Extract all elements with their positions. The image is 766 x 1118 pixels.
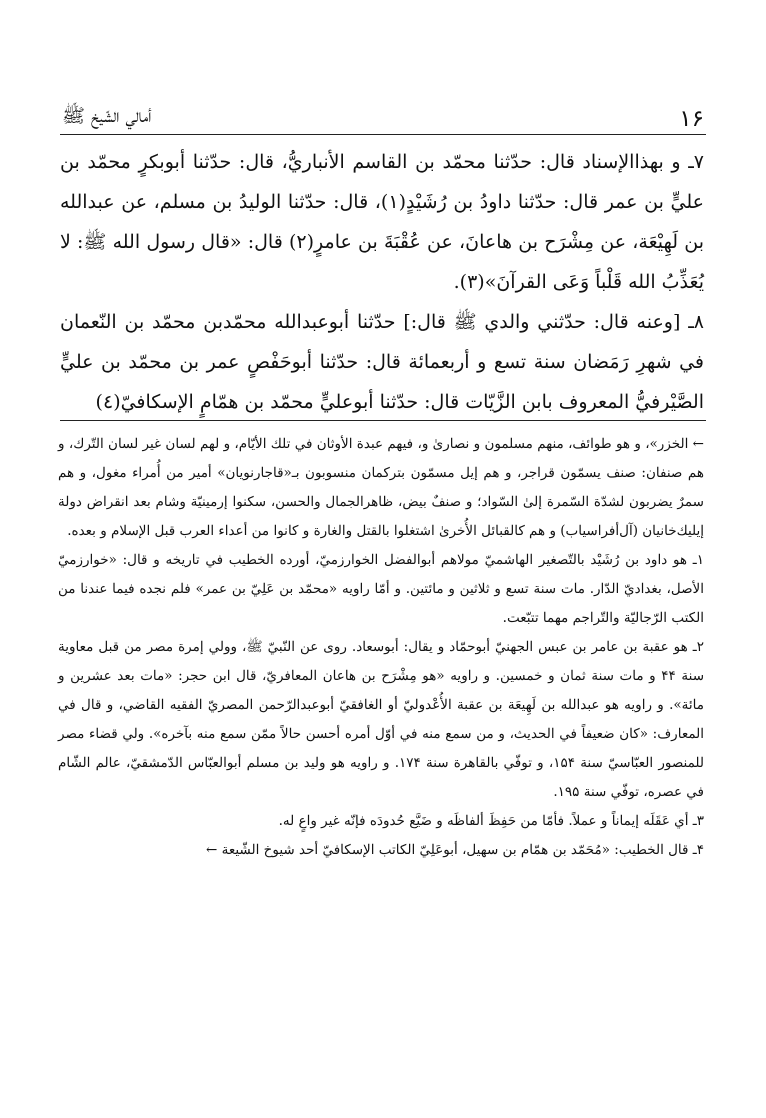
header-rule <box>60 134 706 135</box>
footnote-rule <box>60 420 706 421</box>
footnotes <box>58 430 704 865</box>
main-text <box>60 142 704 422</box>
footnote-1: ١ـ هو داود بن رُشَيْد بالتّصغير الهاشميّ مولاهم أبوالفضل الخوارزميّ، أورده الخطيب في تاريخه و قال: «خوارزميّ الأصل، بغداديّ الدّار. مات سنة تسع و ثلاثين و مائتين. و أمّا راويه «محمّد بن عَلِيّ بن عمر» فلم نجده فيما عندنا من الكتب الرّجاليّة والتّراجم مهما تتبّعت. <box>58 552 704 626</box>
footnote-continuation: ← الخزر»، و هو طوائف، منهم مسلمون و نصارىٰ و، فيهم عبدة الأوثان في تلك الأيّام، و لهم لسان غير لسان التّرك، و هم صنفان: صنف يسمّون قراجر، و هم إيل مسمّون بتركمان منسوبون بـ«قاجارنويان» أمير من أُمراء مغول، و هم سمرٌ يضربون لشدّة السّمرة إلىٰ السّواد؛ و صنفٌ بيض، ظاهرالجمال والحسن، سكنوا إرمينيّة وشام بعد انقراض دولة إيليك‌خانيان (آل‌أفراسياب) و هم كالقبائل الأُخرىٰ اشتغلوا بالقتل والغارة و كانوا من أعداء العرب قبل الإسلام و بعده. <box>58 436 704 539</box>
hadith-8: ٨ـ [وعنه قال: حدّثني والدي ﷺ قال:] حدّثنا أبوعبدالله محمّدبن محمّد بن النّعمان في شهرِ رَمَضان سنة تسع و أربعمائة قال: حدّثنا أبوحَفْصٍ عمر بن محمّد بن عليٍّ الصَّيْرفيُّ المعروف بابن الزَّيّات قال: حدّثنا أبوعليٍّ محمّد بن همّامٍ الإسكافيّ(٤) <box>60 311 704 413</box>
hadith-7: ٧ـ و بهذاالإسناد قال: حدّثنا محمّد بن القاسم الأنباريُّ، قال: حدّثنا أبوبكرٍ محمّد بن عليٍّ بن عمر قال: حدّثنا داودُ بن رُشَيْدٍ(١)، قال: حدّثنا الوليدُ بن مسلم، عن عبدالله بن لَهِيْعَة، عن مِشْرَح بن هاعانَ، عن عُقْبَةَ بن عامرٍ(٢) قال: «قال رسول الله ﷺ: لا يُعَذِّبُ الله قَلْباً وَعَى القرآنَ»(٣). <box>60 151 704 293</box>
footnote-2: ٢ـ هو عقبة بن عامر بن عبس الجهنيّ أبوحمّاد و يقال: أبوسعاد. روى عن النّبيّ ﷺ، وولي إمرة مصر من قبل معاوية سنة ۴۴ و مات سنة ثمان و خمسين. و راويه «هو مِشْرَح بن هاعان المعافريّ، قال ابن حجر: «مات بعد عشرين و مائة». و راويه هو عبدالله بن لَهِيعَة بن عقبة الأُعْدوليّ أو الغافقيّ أبوعبدالرّحمن المصريّ الفقيه القاضي، و قال في المعارف: «كان ضعيفاً في الحديث، و من سمع منه في أوّل أمره أحسن حالاً ممّن سمع منه بآخره». ولي قضاء مصر للمنصور العبّاسيّ سنة ١۵۴، و توفّي بالقاهرة سنة ١٧۴. و راويه هو وليد بن مسلم أبوالعبّاس الدّمشقيّ، عالم الشّام في عصره، توفّي سنة ١٩۵. <box>58 639 704 800</box>
running-title: أمالي الشّيخ ﷺ <box>62 105 152 127</box>
footnote-3: ٣ـ أي عَقَلَه إيماناً و عملاً. فأمّا من حَفِظَ ألفاظَه و ضَيَّع حُدودَه فإنّه غير واعٍ له. <box>278 813 704 829</box>
page-header <box>62 98 704 132</box>
page-number: ١۶ <box>679 106 704 132</box>
footnote-4: ۴ـ قال الخطيب: «مُحَمّد بن همّام بن سهيل، أبوعَلِيّ الكاتب الإسكافيّ أحد شيوخ الشّيعة ← <box>206 842 704 858</box>
